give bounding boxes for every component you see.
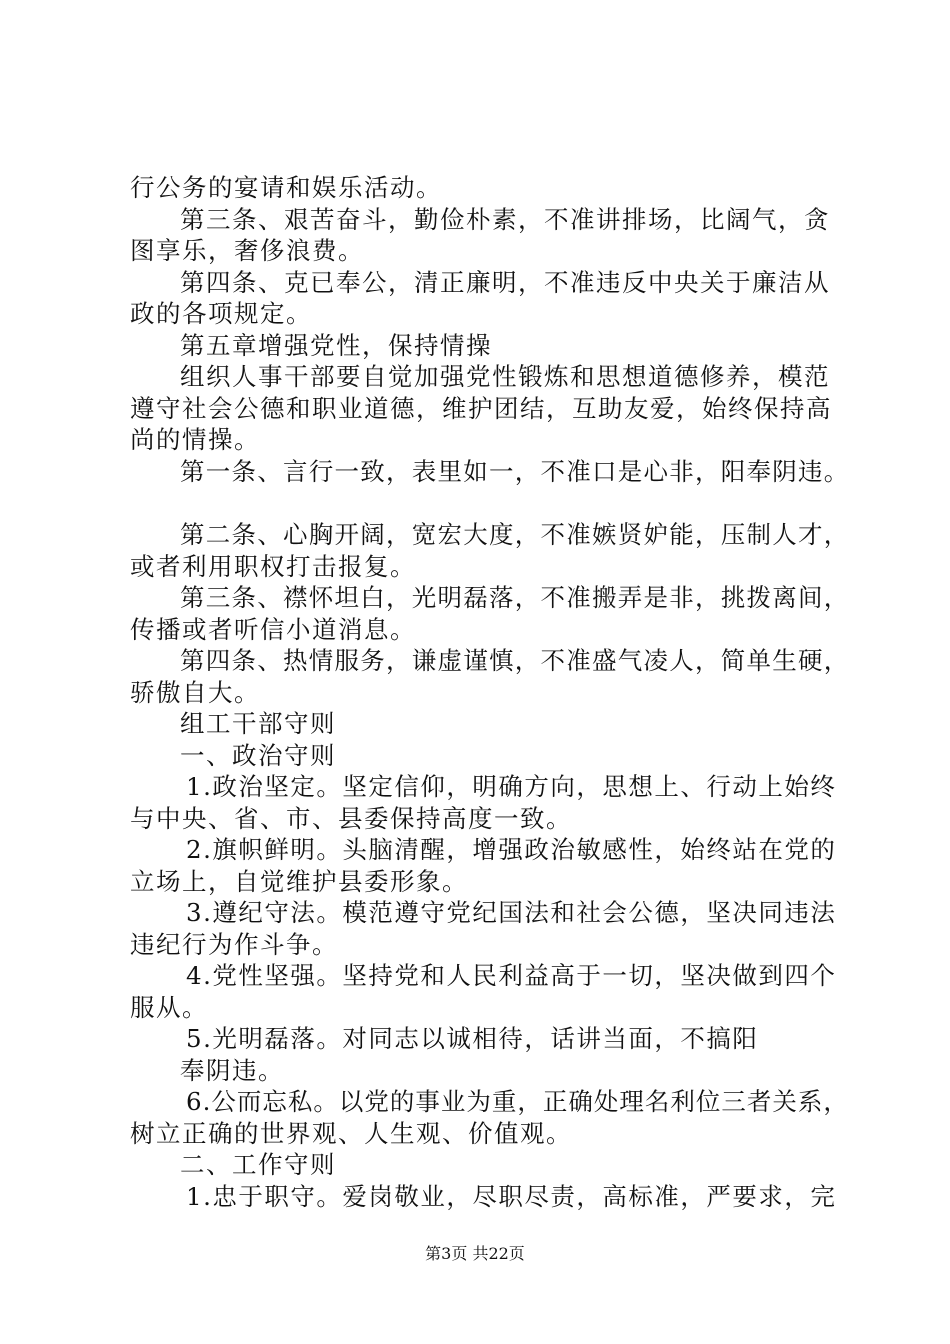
text-line: 骄傲自大。 — [130, 677, 260, 707]
text-line: 组织人事干部要自觉加强党性锻炼和思想道德修养，模范 — [180, 362, 830, 391]
subsection-heading: 二、工作守则 — [180, 1150, 336, 1179]
text-line: 第一条、言行一致，表里如一，不准口是心非，阳奉阴违。 — [180, 456, 850, 486]
text-line: 第四条、克已奉公，清正廉明，不准违反中央关于廉洁从 — [180, 267, 830, 297]
text-line: 5.光明磊落。对同志以诚相待，话讲当面，不搞阳 — [186, 1024, 759, 1053]
text-line: 政的各项规定。 — [130, 299, 312, 328]
text-line: 第二条、心胸开阔，宽宏大度，不准嫉贤妒能，压制人才， — [180, 520, 850, 549]
text-line: 4.党性坚强。坚持党和人民利益高于一切，坚决做到四个 — [186, 961, 837, 990]
text-line: 3.遵纪守法。模范遵守党纪国法和社会公德，坚决同违法 — [186, 898, 837, 927]
text-line: 第四条、热情服务，谦虚谨慎，不准盛气凌人，简单生硬， — [180, 646, 850, 675]
blank-line — [130, 487, 850, 519]
text-line: 6.公而忘私。以党的事业为重，正确处理名利位三者关系， — [186, 1087, 849, 1116]
document-body — [130, 172, 850, 1212]
text-line: 或者利用职权打击报复。 — [130, 551, 416, 581]
text-line: 奉阴违。 — [180, 1055, 284, 1085]
text-line: 图享乐，奢侈浪费。 — [130, 236, 364, 265]
section-heading: 组工干部守则 — [180, 709, 336, 738]
text-line: 与中央、省、市、县委保持高度一致。 — [130, 803, 572, 833]
text-line: 第三条、艰苦奋斗，勤俭朴素，不准讲排场，比阔气，贪 — [180, 204, 830, 234]
subsection-heading: 一、政治守则 — [180, 740, 336, 770]
text-line: 2.旗帜鲜明。头脑清醒，增强政治敏感性，始终站在党的 — [186, 835, 837, 864]
chapter-heading: 第五章增强党性，保持情操 — [180, 330, 492, 360]
text-line: 违纪行为作斗争。 — [130, 929, 338, 959]
text-line: 第三条、襟怀坦白，光明磊落，不准搬弄是非，挑拨离间， — [180, 583, 850, 612]
text-line: 尚的情操。 — [130, 425, 260, 454]
text-line: 立场上，自觉维护县委形象。 — [130, 866, 468, 896]
text-line: 1.忠于职守。爱岗敬业，尽职尽责，高标准，严要求，完 — [186, 1181, 837, 1211]
text-line: 传播或者听信小道消息。 — [130, 614, 416, 644]
text-line: 行公务的宴请和娱乐活动。 — [130, 173, 442, 202]
text-line: 树立正确的世界观、人生观、价值观。 — [130, 1118, 572, 1148]
text-line: 1.政治坚定。坚定信仰，明确方向，思想上、行动上始终 — [186, 772, 837, 801]
text-line: 遵守社会公德和职业道德，维护团结，互助友爱，始终保持高 — [130, 393, 832, 423]
page-number-footer: 第3页 共22页 — [425, 1244, 525, 1263]
text-line: 服从。 — [130, 992, 208, 1022]
